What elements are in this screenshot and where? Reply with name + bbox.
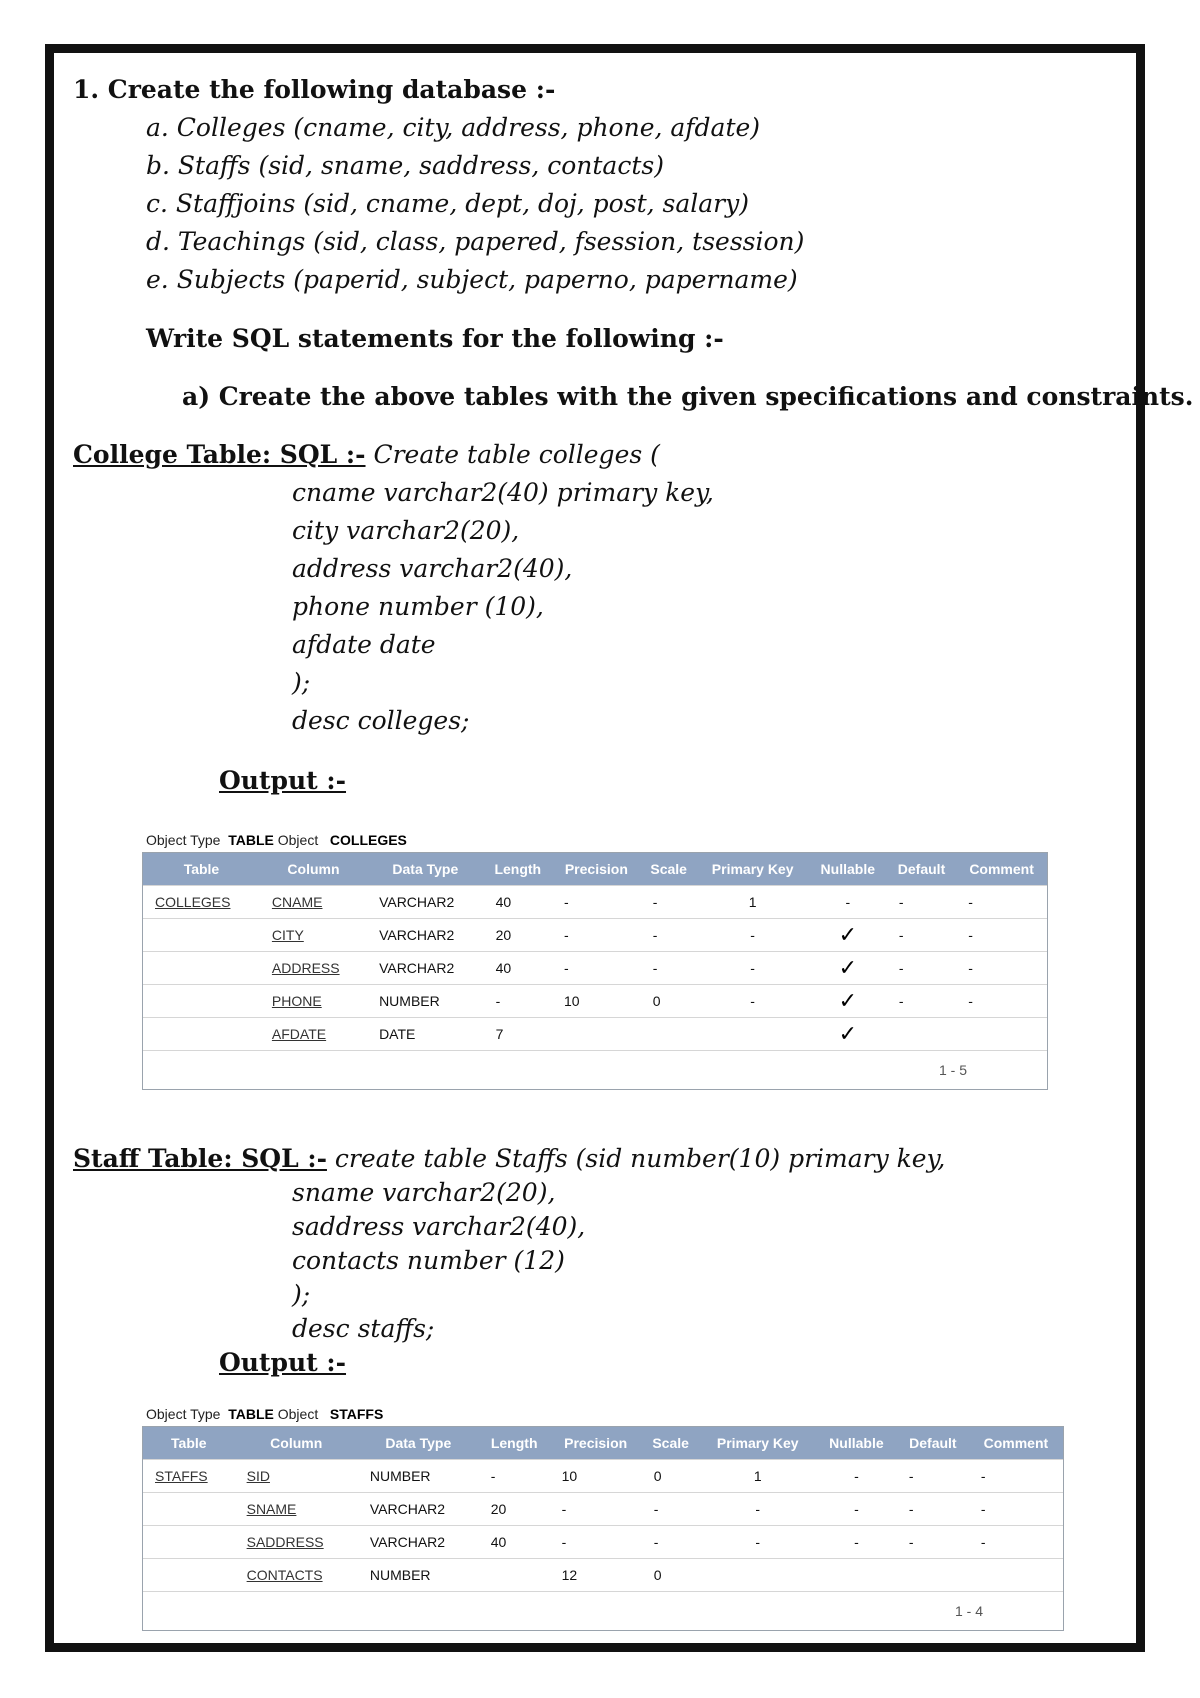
table-cell <box>700 1559 816 1592</box>
table-cell <box>143 1559 235 1592</box>
table-cell <box>260 952 367 985</box>
table-cell: - <box>956 886 1047 919</box>
pagination: 1 - 4 <box>143 1592 1063 1631</box>
table-cell: - <box>956 985 1047 1018</box>
column-link[interactable]: SADDRESS <box>246 1534 324 1550</box>
table-cell <box>143 886 260 919</box>
column-header: Default <box>897 1427 969 1460</box>
column-header: Column <box>260 853 367 886</box>
table-cell: 12 <box>550 1559 642 1592</box>
table-cell <box>969 1559 1063 1592</box>
table-cell: - <box>552 919 641 952</box>
table-cell: - <box>887 985 956 1018</box>
table-cell: - <box>969 1493 1063 1526</box>
column-link[interactable]: PHONE <box>271 993 322 1009</box>
table-cell <box>260 1018 367 1051</box>
table-cell: VARCHAR2 <box>367 952 484 985</box>
table-cell <box>260 886 367 919</box>
column-header: Scale <box>642 1427 700 1460</box>
table-cell: - <box>897 1526 969 1559</box>
table-cell <box>697 1018 809 1051</box>
table-header-row <box>143 1427 1063 1460</box>
column-header: Nullable <box>816 1427 897 1460</box>
table-cell <box>143 1493 235 1526</box>
column-header: Comment <box>956 853 1047 886</box>
college-sql-first: Create table colleges ( <box>365 440 660 469</box>
column-link[interactable]: CONTACTS <box>246 1567 323 1583</box>
sql-line: contacts number (12) <box>292 1246 565 1275</box>
staff-label: Staff Table: SQL :- <box>73 1144 327 1173</box>
column-header: Column <box>235 1427 358 1460</box>
table-row <box>143 1460 1063 1493</box>
table-cell: 20 <box>479 1493 550 1526</box>
output-label: Output :- <box>219 766 347 795</box>
checkmark-icon: ✓ <box>838 1021 857 1046</box>
sql-line: desc colleges; <box>292 706 470 735</box>
table-cell: - <box>552 886 641 919</box>
table-cell <box>956 1018 1047 1051</box>
table-cell: - <box>641 919 697 952</box>
pagination-row <box>143 1592 1063 1631</box>
table-cell <box>143 985 260 1018</box>
colleges-describe-table <box>142 852 1048 1090</box>
table-cell <box>235 1493 358 1526</box>
column-link[interactable]: ADDRESS <box>271 960 340 976</box>
column-header: Precision <box>550 1427 642 1460</box>
sql-line: saddress varchar2(40), <box>292 1212 586 1241</box>
table-cell: - <box>550 1526 642 1559</box>
table-header-row <box>143 853 1047 886</box>
table-cell: 10 <box>550 1460 642 1493</box>
table-row <box>143 952 1047 985</box>
output-label: Output :- <box>219 1348 347 1377</box>
staff-sql-first: create table Staffs (sid number(10) primary key, <box>326 1144 946 1173</box>
table-cell: 1 <box>697 886 809 919</box>
list-item: c. Staffjoins (sid, cname, dept, doj, post, salary) <box>146 189 749 218</box>
table-cell: VARCHAR2 <box>367 919 484 952</box>
list-item: e. Subjects (paperid, subject, paperno, papername) <box>146 265 798 294</box>
sql-line: ); <box>292 1280 311 1309</box>
sql-line: sname varchar2(20), <box>292 1178 556 1207</box>
table-cell: 0 <box>642 1559 700 1592</box>
table-cell: - <box>550 1493 642 1526</box>
table-cell <box>143 1018 260 1051</box>
table-cell: - <box>887 919 956 952</box>
table-cell: - <box>700 1526 816 1559</box>
column-header: Table <box>143 853 260 886</box>
table-cell <box>897 1559 969 1592</box>
table-cell: - <box>969 1460 1063 1493</box>
table-cell <box>260 985 367 1018</box>
column-header: Data Type <box>367 853 484 886</box>
table-cell: - <box>897 1493 969 1526</box>
table-cell <box>816 1559 897 1592</box>
table-cell: - <box>552 952 641 985</box>
column-link[interactable]: AFDATE <box>271 1026 327 1042</box>
table-cell: - <box>697 919 809 952</box>
table-cell: VARCHAR2 <box>358 1526 479 1559</box>
table-cell: - <box>642 1526 700 1559</box>
sql-line: city varchar2(20), <box>292 516 520 545</box>
college-sql-line <box>73 438 660 472</box>
object-info: Object Type TABLE Object COLLEGES <box>146 832 407 848</box>
table-cell: - <box>887 886 956 919</box>
table-cell: - <box>816 1493 897 1526</box>
table-cell: - <box>641 886 697 919</box>
pagination: 1 - 5 <box>143 1051 1047 1090</box>
table-cell: 40 <box>479 1526 550 1559</box>
pagination-row <box>143 1051 1047 1090</box>
column-link[interactable]: SNAME <box>246 1501 297 1517</box>
table-cell: - <box>809 886 887 919</box>
staff-sql-line <box>73 1142 945 1176</box>
list-item: d. Teachings (sid, class, papered, fsession, tsession) <box>146 227 805 256</box>
table-cell: NUMBER <box>367 985 484 1018</box>
column-header: Table <box>143 1427 235 1460</box>
table-row <box>143 919 1047 952</box>
table-cell: - <box>642 1493 700 1526</box>
list-item: b. Staffs (sid, sname, saddress, contacts) <box>146 151 664 180</box>
table-cell <box>809 919 887 952</box>
table-link[interactable]: COLLEGES <box>155 894 231 910</box>
column-header: Length <box>479 1427 550 1460</box>
table-cell: - <box>887 952 956 985</box>
table-cell: NUMBER <box>358 1460 479 1493</box>
column-header: Comment <box>969 1427 1063 1460</box>
table-cell <box>143 952 260 985</box>
column-header: Scale <box>641 853 697 886</box>
column-link[interactable]: SID <box>246 1468 270 1484</box>
column-header: Precision <box>552 853 641 886</box>
table-cell: 40 <box>484 952 552 985</box>
table-cell <box>143 919 260 952</box>
table-row <box>143 985 1047 1018</box>
table-row <box>143 1559 1063 1592</box>
table-cell <box>143 1526 235 1559</box>
table-cell: - <box>969 1526 1063 1559</box>
column-header: Data Type <box>358 1427 479 1460</box>
table-cell: 1 <box>700 1460 816 1493</box>
table-row <box>143 1493 1063 1526</box>
table-cell: - <box>816 1526 897 1559</box>
table-cell: 0 <box>641 985 697 1018</box>
table-cell: 10 <box>552 985 641 1018</box>
column-header: Primary Key <box>700 1427 816 1460</box>
table-cell: - <box>956 952 1047 985</box>
table-row <box>143 1018 1047 1051</box>
table-cell: - <box>484 985 552 1018</box>
table-cell <box>641 1018 697 1051</box>
table-cell: 0 <box>642 1460 700 1493</box>
column-link[interactable]: CNAME <box>271 894 323 910</box>
table-cell: 20 <box>484 919 552 952</box>
table-cell <box>235 1559 358 1592</box>
table-cell: - <box>479 1460 550 1493</box>
table-cell: - <box>697 985 809 1018</box>
table-cell: VARCHAR2 <box>358 1493 479 1526</box>
column-header: Length <box>484 853 552 886</box>
table-cell <box>143 1460 235 1493</box>
list-item: a. Colleges (cname, city, address, phone, afdate) <box>146 113 761 142</box>
table-cell: DATE <box>367 1018 484 1051</box>
object-info: Object Type TABLE Object STAFFS <box>146 1406 384 1422</box>
table-link[interactable]: STAFFS <box>155 1468 208 1484</box>
table-cell: NUMBER <box>358 1559 479 1592</box>
table-cell: 7 <box>484 1018 552 1051</box>
staffs-describe-table <box>142 1426 1064 1631</box>
table-cell <box>809 952 887 985</box>
table-cell: - <box>700 1493 816 1526</box>
table-cell: - <box>697 952 809 985</box>
task-a: a) Create the above tables with the given specifications and constraints. <box>182 382 1194 411</box>
table-cell <box>235 1526 358 1559</box>
table-cell: - <box>816 1460 897 1493</box>
table-row <box>143 886 1047 919</box>
table-cell <box>887 1018 956 1051</box>
checkmark-icon: ✓ <box>838 988 857 1013</box>
college-label: College Table: SQL :- <box>73 440 366 469</box>
table-cell <box>809 1018 887 1051</box>
write-sql-heading: Write SQL statements for the following :- <box>146 324 724 353</box>
sql-line: phone number (10), <box>292 592 544 621</box>
checkmark-icon: ✓ <box>838 955 857 980</box>
column-header: Nullable <box>809 853 887 886</box>
table-row <box>143 1526 1063 1559</box>
sql-line: cname varchar2(40) primary key, <box>292 478 714 507</box>
sql-line: address varchar2(40), <box>292 554 573 583</box>
table-cell <box>260 919 367 952</box>
table-cell: 40 <box>484 886 552 919</box>
column-header: Default <box>887 853 956 886</box>
question-heading: 1. Create the following database :- <box>73 75 556 104</box>
table-cell: - <box>956 919 1047 952</box>
table-cell: - <box>897 1460 969 1493</box>
table-cell: VARCHAR2 <box>367 886 484 919</box>
table-cell <box>235 1460 358 1493</box>
checkmark-icon: ✓ <box>838 922 857 947</box>
column-link[interactable]: CITY <box>271 927 304 943</box>
sql-line: ); <box>292 668 311 697</box>
table-cell <box>479 1559 550 1592</box>
table-cell <box>809 985 887 1018</box>
table-cell <box>552 1018 641 1051</box>
sql-line: afdate date <box>292 630 436 659</box>
column-header: Primary Key <box>697 853 809 886</box>
sql-line: desc staffs; <box>292 1314 435 1343</box>
table-cell: - <box>641 952 697 985</box>
